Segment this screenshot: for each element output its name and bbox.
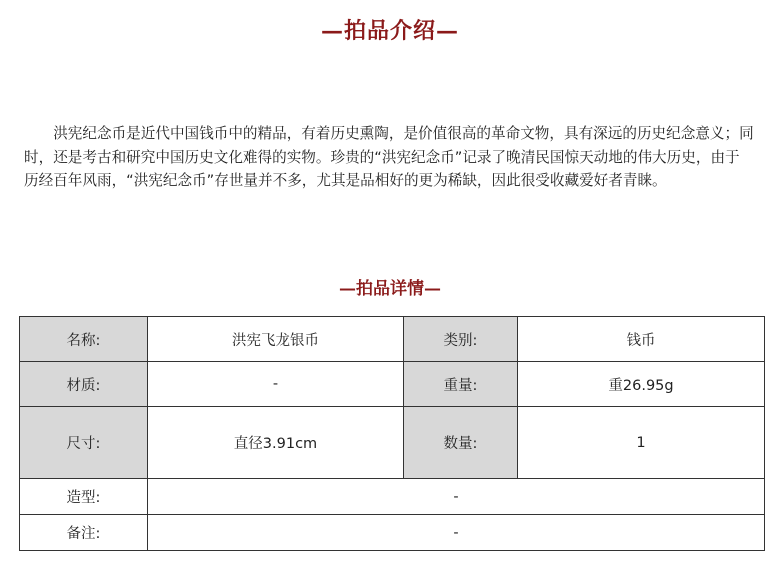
page-title: —拍品介绍— — [320, 18, 459, 44]
table-row — [20, 479, 765, 515]
remarks-value: - — [148, 515, 765, 551]
size-label: 尺寸: — [20, 407, 148, 479]
category-label: 类别: — [404, 317, 518, 362]
size-value: 直径3.91cm — [148, 407, 404, 479]
quantity-label: 数量: — [404, 407, 518, 479]
name-label: 名称: — [20, 317, 148, 362]
weight-value: 重26.95g — [518, 362, 765, 407]
table-row — [20, 515, 765, 551]
details-title: —拍品详情— — [339, 279, 441, 299]
name-value: 洪宪飞龙银币 — [148, 317, 404, 362]
shape-value: - — [148, 479, 765, 515]
table-row — [20, 317, 765, 362]
material-value: - — [148, 362, 404, 407]
category-value: 钱币 — [518, 317, 765, 362]
intro-paragraph: 洪宪纪念币是近代中国钱币中的精品，有着历史熏陶，是价值很高的革命文物，具有深远的历史纪念意义；同时，还是考古和研究中国历史文化难得的实物。珍贵的“洪宪纪念币”记录了晚清民国惊天动地的伟大历史，由于历经百年风雨，“洪宪纪念币”存世量并不多，尤其是品相好的更为稀缺，因此很受收藏爱好者青睐。 — [24, 125, 754, 189]
table-row — [20, 407, 765, 479]
details-table — [19, 316, 765, 551]
material-label: 材质: — [20, 362, 148, 407]
weight-label: 重量: — [404, 362, 518, 407]
shape-label: 造型: — [20, 479, 148, 515]
table-row — [20, 362, 765, 407]
remarks-label: 备注: — [20, 515, 148, 551]
quantity-value: 1 — [518, 407, 765, 479]
